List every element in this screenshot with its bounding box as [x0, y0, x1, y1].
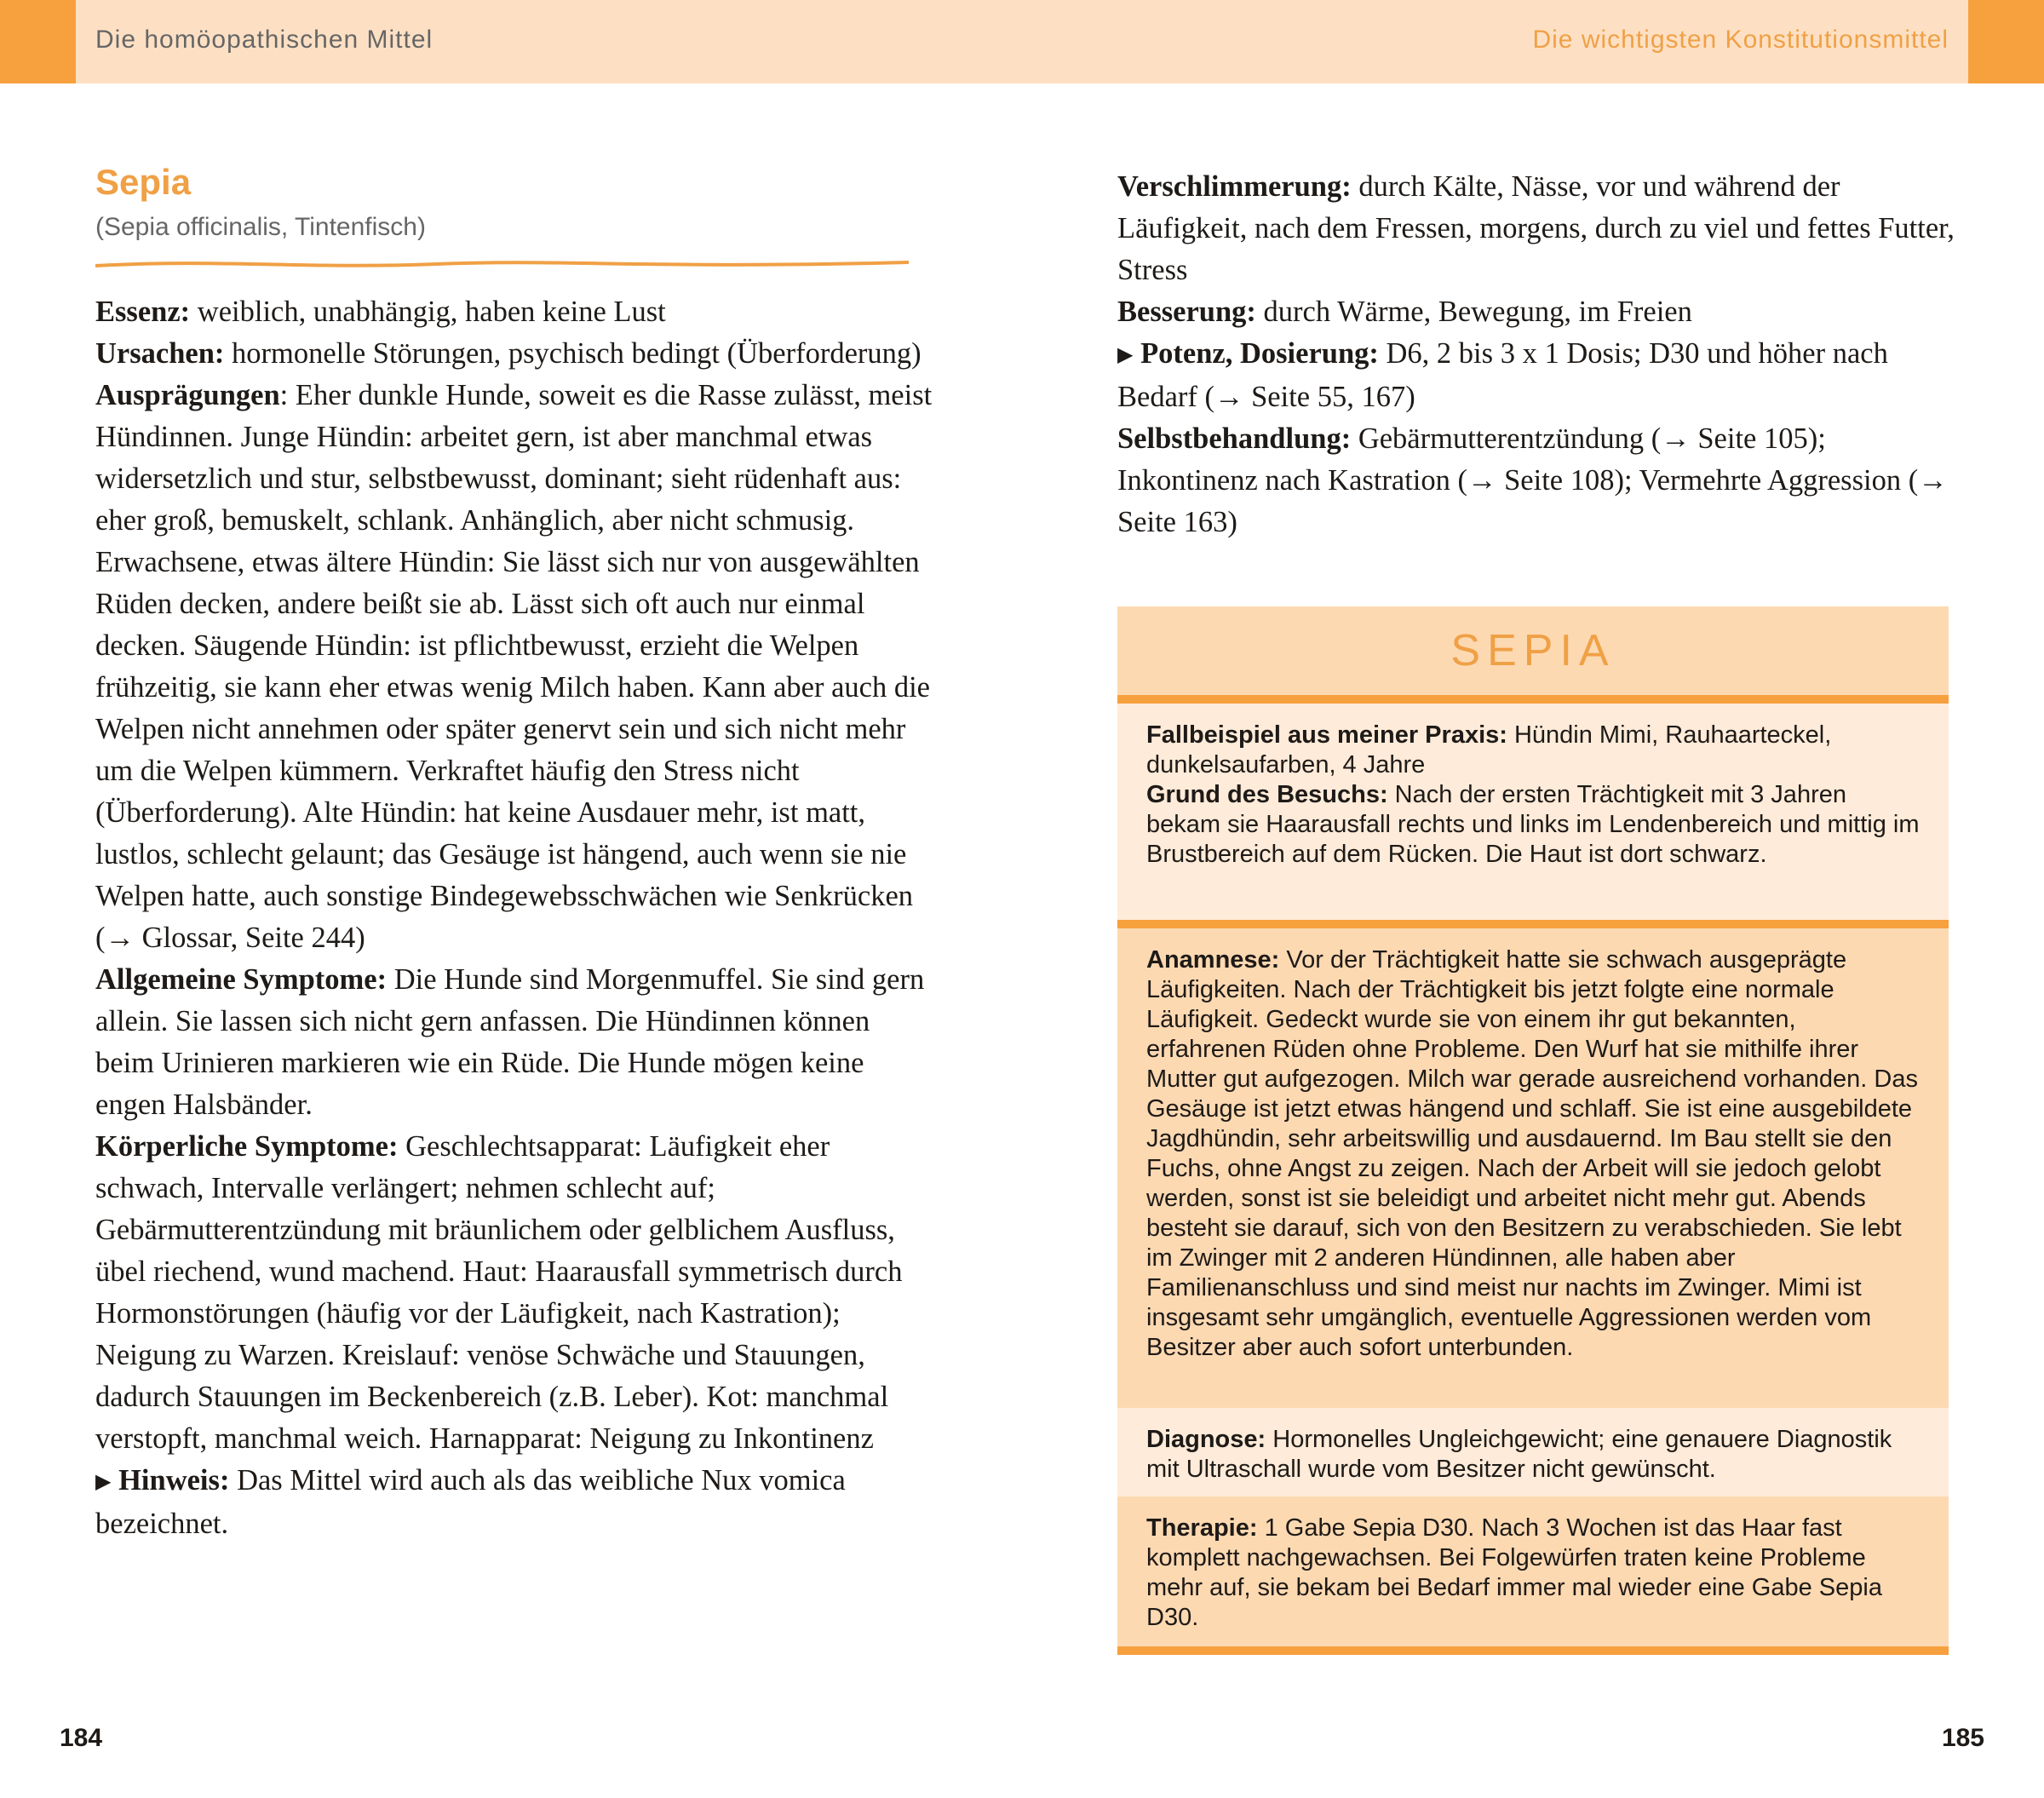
- header-right: Die wichtigsten Konstitutionsmittel: [1532, 26, 1949, 54]
- case-diagnose: [1117, 1408, 1949, 1496]
- section-potenz: [1117, 333, 1961, 418]
- left-column: [95, 291, 934, 1545]
- label: Ursachen:: [95, 337, 225, 370]
- text: Nach der ersten Trächtigkeit mit 3 Jahren bekam sie Haarausfall rechts und links im Lendenbereich und mittig im Brustbereich auf dem Rücken. Die Haut ist dort schwarz.: [1146, 781, 1920, 868]
- divider: [1117, 1646, 1949, 1655]
- right-column: [1117, 166, 1961, 543]
- divider: [1117, 920, 1949, 928]
- page-number-right: 185: [1941, 1724, 1984, 1752]
- label: Diagnose:: [1146, 1426, 1266, 1453]
- label: Selbstbehandlung:: [1117, 422, 1352, 455]
- section-allgemeine: [95, 959, 934, 1126]
- text: Vor der Trächtigkeit hatte sie schwach ausgeprägte Läufigkeiten. Nach der Trächtigkeit bis jetzt folgte eine normale Läufigkeit. Gedeckt wurde sie von einem ihr gut bekannten, erfahrenen Rüden ohne Probleme. Den Wurf hat sie mithilfe ihrer Mutter gut aufgezogen. Milch war gerade ausreichend vorhanden. Das Gesäuge ist jetzt etwas hängend und schlaff. Sie ist eine ausgebildete Jagdhündin, sehr arbeitswillig und ausdauernd. Im Bau stellt sie den Fuchs, ohne Angst zu zeigen. Nach der Arbeit will sie jedoch gelobt werden, sonst ist sie beleidigt und arbeitet nicht mehr gut. Abends besteht sie darauf, sich von den Besitzern zu verabschieden. Sie lebt im Zwinger mit 2 anderen Hündinnen, alle haben aber Familienanschluss und sind meist nur nachts im Zwinger. Mimi ist insgesamt sehr umgänglich, eventuelle Aggressionen werden vom Besitzer aber auch sofort unterbunden.: [1146, 946, 1918, 1361]
- text: Das Mittel wird auch als das weibliche Nux vomica bezeichnet.: [95, 1464, 846, 1540]
- label: Potenz, Dosierung:: [1140, 337, 1379, 370]
- section-auspraegungen: [95, 375, 934, 959]
- text: durch Wärme, Bewegung, im Freien: [1255, 296, 1692, 328]
- text: : Eher dunkle Hunde, soweit es die Rasse zulässt, meist Hündinnen. Junge Hündin: arbeitet gern, ist aber manchmal etwas widersetzlich und stur, selbstbewusst, dominant; sieht rüdenhaft aus: eher groß, bemuskelt, schlank. Anhänglich, aber nicht schmusig. Erwachsene, etwas ältere Hündin: Sie lässt sich nur von ausgewählten Rüden decken, andere beißt sie ab. Lässt sich oft auch nur einmal decken. Säugende Hündin: ist pflichtbewusst, erzieht die Welpen frühzeitig, sie kann eher etwas wenig Milch haben. Kann aber auch die Welpen nicht annehmen oder später genervt sein und sich nicht mehr um die Welpen kümmern. Verkraftet häufig den Stress nicht (Überforderung). Alte Hündin: hat keine Ausdauer mehr, ist matt, lustlos, schlecht gelaunt; das Gesäuge ist hängend, auch wenn sie nie Welpen hatte, auch sonstige Bindegewebsschwächen wie Senkrücken (→ Glossar, Seite 244): [95, 379, 933, 954]
- triangle-bullet-icon: ▶: [95, 1471, 112, 1493]
- section-ursachen: [95, 333, 934, 375]
- section-hinweis: [95, 1460, 934, 1545]
- section-besserung: [1117, 291, 1961, 333]
- case-study-box: [1117, 606, 1949, 1655]
- right-tab-marker: [1968, 0, 2044, 83]
- label: Besserung:: [1117, 296, 1256, 328]
- section-koerperliche: [95, 1126, 934, 1460]
- header-left: Die homöopathischen Mittel: [95, 26, 433, 54]
- text: Hormonelles Ungleichgewicht; eine genauere Diagnostik mit Ultraschall wurde vom Besitzer nicht gewünscht.: [1146, 1426, 1892, 1483]
- page-number-left: 184: [60, 1724, 103, 1752]
- text: weiblich, unabhängig, haben keine Lust: [190, 296, 666, 328]
- label: Anamnese:: [1146, 946, 1280, 974]
- text: hormonelle Störungen, psychisch bedingt (Überforderung): [224, 337, 922, 370]
- text: Die Hunde sind Morgenmuffel. Sie sind gern allein. Sie lassen sich nicht gern anfassen. Die Hündinnen können beim Urinieren markieren wie ein Rüde. Die Hunde mögen keine engen Halsbänder.: [95, 963, 925, 1121]
- remedy-subtitle: (Sepia officinalis, Tintenfisch): [95, 213, 426, 241]
- label: Hinweis:: [118, 1464, 230, 1496]
- text: Hündin Mimi, Rauhaarteckel, dunkelsaufarben, 4 Jahre: [1146, 721, 1832, 778]
- label: Therapie:: [1146, 1514, 1258, 1542]
- box-title: SEPIA: [1117, 606, 1949, 695]
- case-therapie: [1117, 1496, 1949, 1646]
- label: Essenz:: [95, 296, 191, 328]
- remedy-title: Sepia: [95, 162, 192, 202]
- label: Ausprägungen: [95, 379, 280, 411]
- text: 1 Gabe Sepia D30. Nach 3 Wochen ist das Haar fast komplett nachgewachsen. Bei Folgewürfen traten keine Probleme mehr auf, sie bekam bei Bedarf immer mal wieder eine Gabe Sepia D30.: [1146, 1514, 1882, 1631]
- divider: [1117, 695, 1949, 704]
- case-anamnese: [1117, 928, 1949, 1408]
- text: Geschlechtsapparat: Läufigkeit eher schwach, Intervalle verlängert; nehmen schlecht auf; Gebärmutterentzündung mit bräunlichem oder gelblichem Ausfluss, übel riechend, wund machend. Haut: Haarausfall symmetrisch durch Hormonstörungen (häufig vor der Läufigkeit, nach Kastration); Neigung zu Warzen. Kreislauf: venöse Schwäche und Stauungen, dadurch Stauungen im Beckenbereich (z.B. Leber). Kot: manchmal verstopft, manchmal weich. Harnapparat: Neigung zu Inkontinenz: [95, 1130, 903, 1455]
- section-selbstbehandlung: [1117, 418, 1961, 543]
- text: D6, 2 bis 3 x 1 Dosis; D30 und höher nach Bedarf (→ Seite 55, 167): [1117, 337, 1888, 413]
- wavy-divider: [95, 256, 909, 273]
- triangle-bullet-icon: ▶: [1117, 344, 1134, 366]
- text: Gebärmutterentzündung (→ Seite 105); Inkontinenz nach Kastration (→ Seite 108); Vermehrte Aggression (→ Seite 163): [1117, 422, 1948, 538]
- case-intro: [1117, 704, 1949, 920]
- left-tab-marker: [0, 0, 76, 83]
- section-essenz: [95, 291, 934, 333]
- label: Allgemeine Symptome:: [95, 963, 388, 996]
- label: Fallbeispiel aus meiner Praxis:: [1146, 721, 1507, 749]
- section-verschlimmerung: [1117, 166, 1961, 291]
- label: Körperliche Symptome:: [95, 1130, 399, 1163]
- text: durch Kälte, Nässe, vor und während der Läufigkeit, nach dem Fressen, morgens, durch zu viel und fettes Futter, Stress: [1117, 170, 1955, 286]
- label: Verschlimmerung:: [1117, 170, 1352, 203]
- label: Grund des Besuchs:: [1146, 781, 1388, 808]
